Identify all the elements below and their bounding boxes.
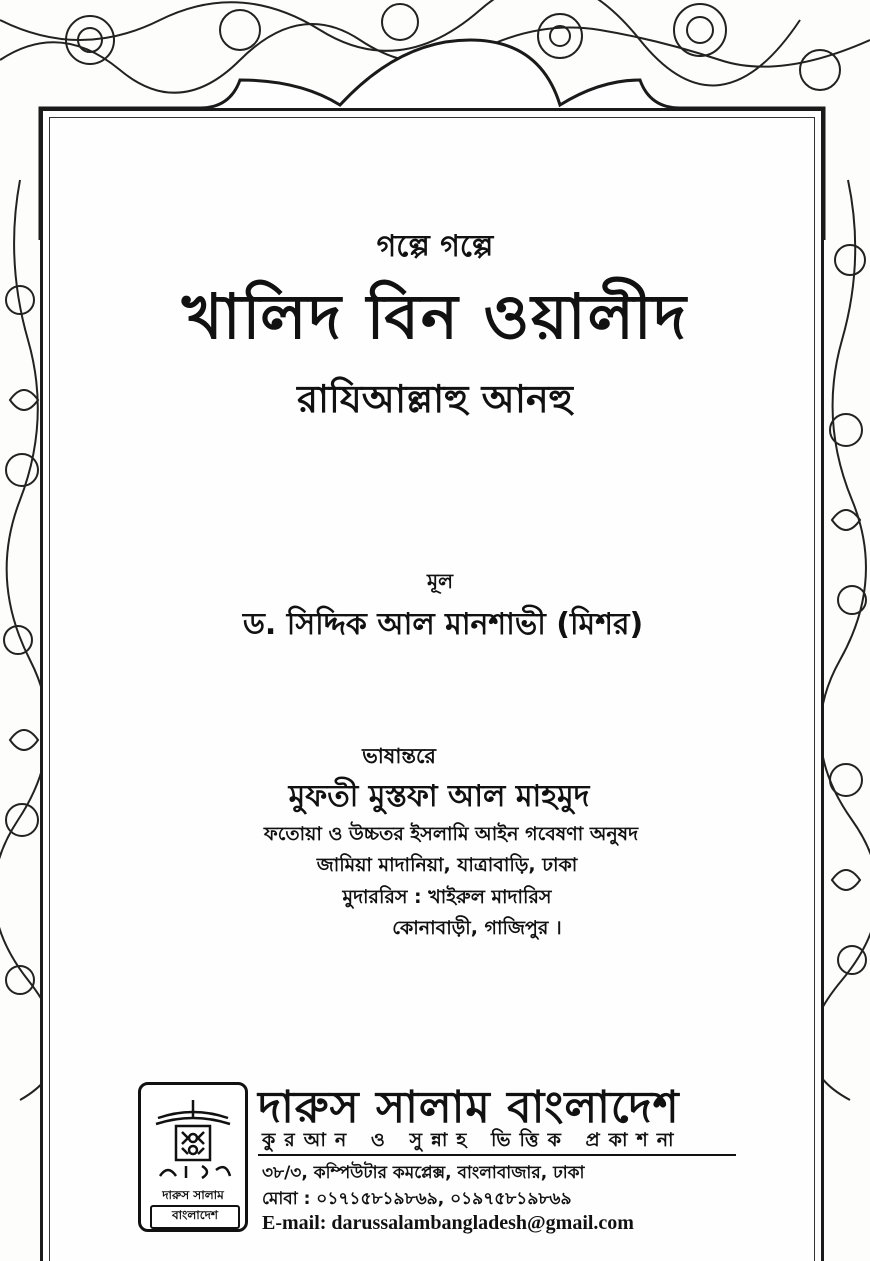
- translator-info-line: ফতোয়া ও উচ্চতর ইসলামি আইন গবেষণা অনুষদ: [263, 823, 639, 845]
- original-author: ড. সিদ্দিক আল মানশাভী (মিশর): [242, 607, 644, 642]
- original-author-label: মূল: [426, 569, 453, 593]
- logo-subtext: বাংলাদেশ: [150, 1205, 240, 1229]
- publisher-logo: [138, 1082, 248, 1232]
- logo-text: দারুস সালাম: [162, 1188, 224, 1202]
- publisher-tagline: কুরআন ও সুন্নাহ ভিত্তিক প্রকাশনা: [262, 1129, 683, 1151]
- translator-info-line: জামিয়া মাদানিয়া, যাত্রাবাড়ি, ঢাকা: [316, 854, 578, 876]
- publisher-mobile: মোবা : ০১৭১৫৮১৯৮৬৯, ০১৯৭৫৮১৯৮৬৯: [262, 1189, 572, 1209]
- translator-info-line: কোনাবাড়ী, গাজিপুর ।: [392, 917, 562, 939]
- book-title: খালিদ বিন ওয়ালীদ: [181, 280, 689, 353]
- series-title: গল্পে গল্পে: [376, 229, 494, 264]
- publisher-name: দারুস সালাম বাংলাদেশ: [258, 1082, 680, 1133]
- publisher-email: E-mail: darussalambangladesh@gmail.com: [262, 1212, 634, 1234]
- publisher-address: ৩৮/৩, কম্পিউটার কমপ্লেক্স, বাংলাবাজার, ঢাকা: [262, 1163, 585, 1183]
- translator-name: মুফতী মুস্তফা আল মাহমুদ: [288, 779, 590, 814]
- translator-info-line: মুদাররিস : খাইরুল মাদারিস: [342, 886, 552, 908]
- publisher-divider: [258, 1154, 736, 1156]
- book-honorific: রাযিআল্লাহু আনহু: [297, 377, 573, 421]
- book-emblem-icon: [146, 1088, 240, 1183]
- translation-label: ভাষান্তরে: [362, 744, 436, 768]
